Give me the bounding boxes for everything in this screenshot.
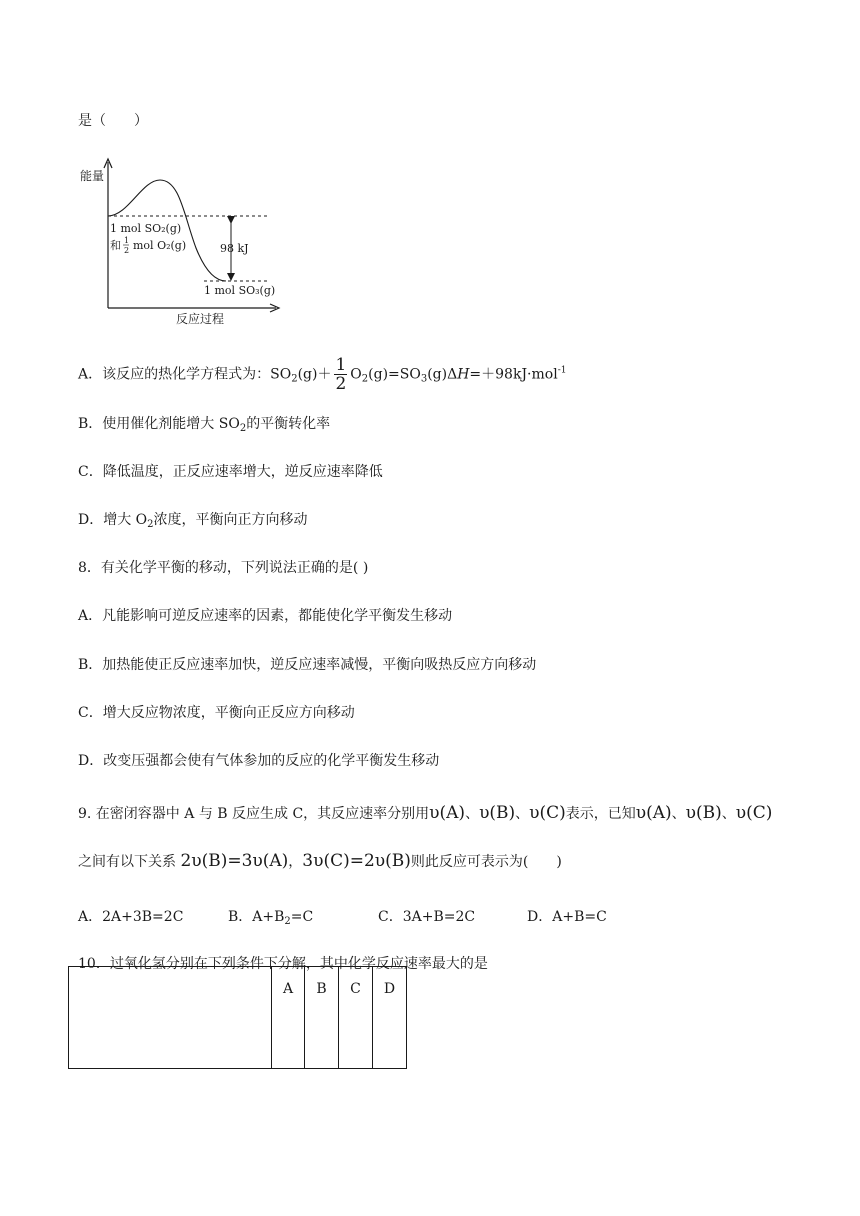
reactant-prefix: 和 [110,239,121,252]
product-label: 1 mol SO₃(g) [204,284,276,297]
conditions-table [68,966,407,1069]
reactant-label-line1: 1 mol SO₂(g) [110,222,182,235]
x-axis-label: 反应过程 [176,312,225,326]
table-header-blank [69,967,272,1069]
table-header-c: C [339,967,373,1069]
question-8-stem: 8．有关化学平衡的移动，下列说法正确的是( ) [78,560,369,576]
table-header-a: A [272,967,305,1069]
q8-option-a[interactable]: A．凡能影响可逆反应速率的因素，都能使化学平衡发生移动 [78,608,453,624]
table-header-d: D [373,967,407,1069]
q8-option-b[interactable]: B．加热能使正反应速率加快，逆反应速率减慢，平衡向吸热反应方向移动 [78,657,537,673]
reactant-frac-num: 1 [124,236,130,245]
q8-option-c[interactable]: C．增大反应物浓度，平衡向正反应方向移动 [78,705,355,721]
energy-diagram [76,156,296,326]
reactant-frac-den: 2 [124,246,130,255]
table-header-row [69,967,407,1069]
q9-option-a[interactable]: A．2A+3B=2C [78,909,184,925]
reactant-label-line2: mol O₂(g) [133,239,187,252]
q8-option-d[interactable]: D．改变压强都会使有气体参加的反应的化学平衡发生移动 [78,753,440,769]
q9-option-c[interactable]: C．3A+B=2C [378,909,476,925]
q9-option-d[interactable]: D．A+B=C [527,909,607,925]
question-7-tail: 是（ ） [78,113,148,129]
y-axis-label: 能量 [80,169,105,183]
energy-difference-label: 98 kJ [220,242,249,255]
q7-option-a[interactable]: A．该反应的热化学方程式为：$SO_2(g)+$ $\frac{1}{2}$ $O_2(g)=SO_3(g)\Delta H=+98kJ\cdot mol^{-1}$ [78,355,567,394]
fraction-one-half: $\frac{1}{2}$ [335,355,347,394]
table-header-b: B [305,967,339,1069]
question-9-stem-line1: 9. 在密闭容器中 A 与 B 反应生成 C，其反应速率分别用υ(A)、υ(B)、υ(C)表示，已知υ(A)、υ(B)、υ(C) [78,803,773,823]
question-10-stem: 10．过氧化氢分别在下列条件下分解，其中化学反应速率最大的是 [78,956,488,972]
q7-option-d[interactable]: D．增大 $O_2$浓度，平衡向正方向移动 [78,512,308,530]
q7-option-b[interactable]: B．使用催化剂能增大 $SO_2$的平衡转化率 [78,416,331,434]
question-9-stem-line2: 之间有以下关系 2υ(B)=3υ(A)，3υ(C)=2υ(B)则此反应可表示为( ) [78,851,562,871]
q7-option-c[interactable]: C．降低温度，正反应速率增大，逆反应速率降低 [78,464,383,480]
q9-option-b[interactable]: B．$A+B_2=C$ [228,909,314,927]
